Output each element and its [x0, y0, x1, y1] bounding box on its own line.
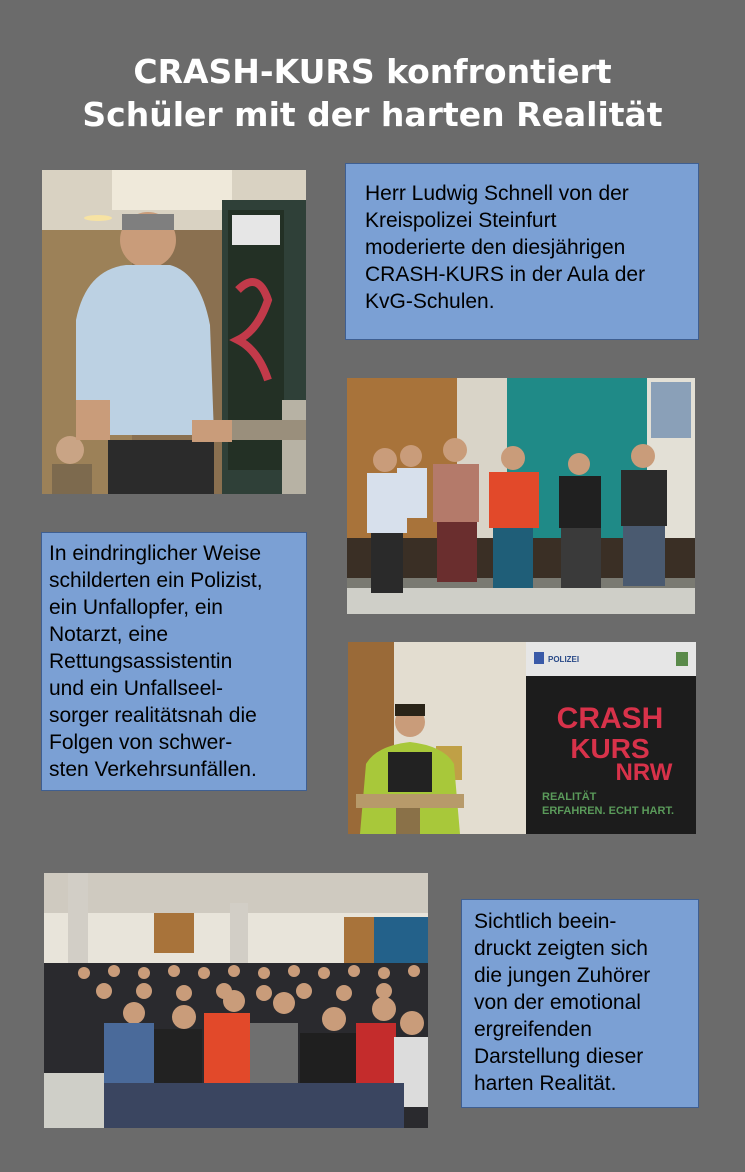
- caption-line: CRASH-KURS in der Aula der: [365, 263, 646, 286]
- caption-box-speakers: [41, 532, 307, 791]
- caption-line: Rettungsassistentin: [49, 650, 233, 673]
- caption-line: harten Realität.: [474, 1072, 617, 1095]
- caption-line: die jungen Zuhörer: [474, 964, 651, 987]
- caption-line: Folgen von schwer-: [49, 731, 233, 754]
- caption-line: ergreifenden: [474, 1018, 592, 1041]
- page-title: [0, 50, 745, 136]
- banner-police-label: POLIZEI: [548, 655, 580, 664]
- photo-police-officer: [42, 170, 306, 494]
- photo-speaker-banner: [348, 642, 696, 834]
- caption-line: Sichtlich beein-: [474, 910, 617, 933]
- caption-line: ein Unfallopfer, ein: [49, 596, 223, 619]
- caption-line: von der emotional: [474, 991, 641, 1014]
- photo-panel-on-stage: [347, 378, 695, 614]
- banner-slogan-2: ERFAHREN. ECHT HART.: [542, 805, 675, 817]
- caption-line: Kreispolizei Steinfurt: [365, 209, 557, 232]
- caption-line: schilderten ein Polizist,: [49, 569, 263, 592]
- caption-line: Herr Ludwig Schnell von der: [365, 182, 629, 205]
- banner-logo-kurs: KURS: [570, 733, 650, 764]
- caption-box-audience: [461, 899, 699, 1108]
- caption-line: KvG-Schulen.: [365, 290, 495, 313]
- photo-audience: [44, 873, 428, 1128]
- banner-slogan-1: REALITÄT: [542, 791, 597, 803]
- banner-logo-crash: CRASH: [556, 702, 664, 735]
- caption-line: In eindringlicher Weise: [49, 542, 262, 565]
- banner-logo-nrw: NRW: [615, 759, 673, 786]
- caption-line: Notarzt, eine: [49, 623, 169, 646]
- caption-box-moderator: [345, 163, 699, 340]
- caption-line: Darstellung dieser: [474, 1045, 644, 1068]
- title-line-2: Schüler mit der harten Realität: [82, 95, 663, 134]
- caption-line: und ein Unfallseel-: [49, 677, 223, 700]
- caption-line: druckt zeigten sich: [474, 937, 648, 960]
- caption-line: moderierte den diesjährigen: [365, 236, 626, 259]
- caption-line: sorger realitätsnah die: [49, 704, 257, 727]
- title-line-1: CRASH-KURS konfrontiert: [133, 52, 612, 91]
- caption-line: sten Verkehrsunfällen.: [49, 758, 257, 781]
